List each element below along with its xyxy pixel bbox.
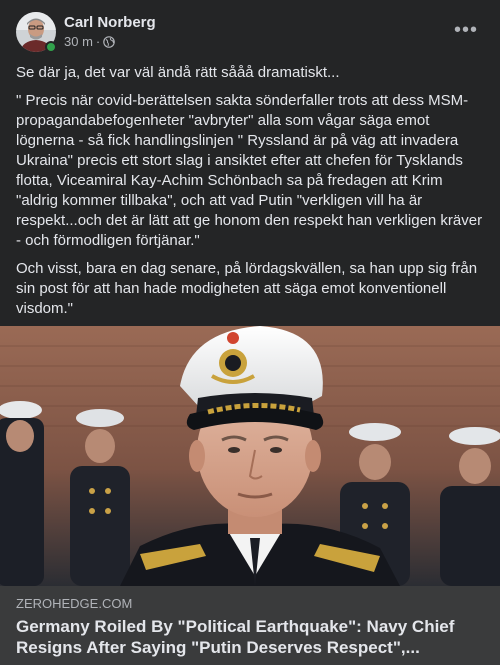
post-paragraph: " Precis när covid-berättelsen sakta sönderfaller trots att dess MSM-propagandabefogenheter "avbryter" alla som vågar säga emot lögnerna - så fick handlingslinjen " Ryssland är på väg att invadera Ukraina" precis ett stort slag i ansiktet efter att chefen för Tysklands flotta, Viceamiral Kay-Achim Schönbach sa på fredagen att Krim "aldrig kommer tillbaka", och att vad Putin "verkligen vill ha är respekt...och det är lätt att ge honom den respekt han verkligen kräver - och förmodligen förtjänar." [16, 92, 483, 249]
post-header [16, 12, 484, 56]
link-title[interactable]: Germany Roiled By "Political Earthquake": Navy Chief Resigns After Saying "Putin Deserves Respect",... [16, 617, 455, 657]
post-timestamp[interactable]: 30 m [64, 34, 93, 49]
post-subline [64, 34, 156, 50]
post-paragraph: Och visst, bara en dag senare, på lördagskvällen, sa han upp sig från sin post för att han hade modigheten att säga emot konventionell visdom." [16, 260, 478, 317]
more-options-icon[interactable]: ••• [453, 18, 478, 41]
online-status-indicator [45, 41, 57, 53]
link-preview[interactable] [0, 586, 500, 665]
link-preview-image[interactable] [0, 326, 500, 586]
post-paragraph: Se där ja, det var väl ändå rätt sååå dramatiskt... [16, 64, 340, 81]
globe-icon[interactable] [103, 36, 115, 48]
separator-dot: · [95, 34, 101, 49]
author-avatar[interactable] [16, 12, 56, 52]
post-meta [64, 12, 156, 50]
post-body [16, 63, 486, 327]
author-name[interactable]: Carl Norberg [64, 14, 156, 31]
link-domain: ZEROHEDGE.COM [16, 596, 133, 611]
